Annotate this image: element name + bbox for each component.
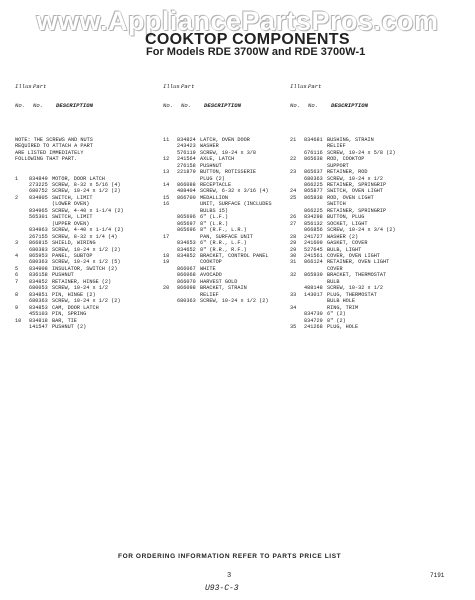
handwritten-code: U93-C-3 <box>205 584 239 593</box>
illus-number: 28 <box>290 233 297 240</box>
part-description: SCREW, 8-32 x 1/4 (4) <box>52 233 118 240</box>
part-description: SCREW, 10-24 x 3/4 (2) <box>327 227 396 234</box>
part-description: BULBS 15) <box>200 207 229 214</box>
part-number: 866067 <box>177 265 196 272</box>
part-number: 834908 <box>29 265 48 272</box>
part-no-label: No. <box>308 102 319 110</box>
illus-number <box>15 324 29 330</box>
page-subtitle: For Models RDE 3700W and RDE 3700W-1 <box>146 46 366 58</box>
part-number: 834824 <box>177 136 196 143</box>
part-number: 866700 <box>177 194 196 201</box>
illus-number: 26 <box>290 214 297 221</box>
part-description: BRACKET, CONTROL PANEL <box>200 252 269 259</box>
part-number: 243423 <box>177 143 196 150</box>
part-number: 834652 <box>177 246 196 253</box>
part-description: PIN, SPRING <box>52 311 87 318</box>
part-number: 680363 <box>304 175 323 182</box>
part-description: UNIT, SURFACE (INCLUDES <box>200 201 272 208</box>
parts-list-2 <box>163 137 298 305</box>
part-number: 680363 <box>29 259 48 266</box>
part-number: 856132 <box>304 220 323 227</box>
parts-list-3 <box>290 137 430 331</box>
part-number: 241564 <box>177 156 196 163</box>
part-description: WHITE <box>200 265 216 272</box>
illus-number: 32 <box>290 272 297 279</box>
illus-number: 3 <box>15 240 19 247</box>
part-no-label: No. <box>33 102 44 110</box>
part-description: BAR, TIE <box>52 317 77 324</box>
part-label: Part <box>308 82 322 90</box>
part-description: ROD, COOKTOP <box>327 156 365 163</box>
part-number: 834730 <box>304 311 323 318</box>
part-description: SOCKET, LIGHT <box>327 220 368 227</box>
part-number: 141547 <box>29 323 48 330</box>
part-label: Part <box>33 82 47 90</box>
part-number: 267155 <box>29 233 48 240</box>
description-label: DESCRIPTION <box>331 102 368 110</box>
description-label: DESCRIPTION <box>204 102 241 110</box>
illus-number: 10 <box>15 317 22 324</box>
page-number: 3 <box>227 572 232 580</box>
part-description: COVER <box>327 265 343 272</box>
part-number: 866070 <box>177 278 196 285</box>
illus-label: Illus. <box>290 82 311 90</box>
part-number: 866225 <box>304 207 323 214</box>
part-number: 865953 <box>29 252 48 259</box>
illus-number: 22 <box>290 156 297 163</box>
part-description: 8" (R.R., R.F.) <box>200 246 247 253</box>
illus-number: 14 <box>163 181 170 188</box>
part-description: BUTTON, ROTISSERIE <box>200 169 257 176</box>
part-number: 565301 <box>29 214 48 221</box>
part-number: 488148 <box>304 285 323 292</box>
part-number: 834852 <box>29 278 48 285</box>
part-description: SCREW, 10-24 x 1/2 <box>327 175 384 182</box>
illus-number: 17 <box>163 233 170 240</box>
part-description: 6" (L.F.) <box>200 214 229 221</box>
part-description: SWITCH, LIMIT <box>52 214 93 221</box>
part-number: 834852 <box>177 252 196 259</box>
parts-column-2 <box>163 58 298 311</box>
part-description: RELIEF <box>200 291 219 298</box>
part-description: AXLE, LATCH <box>200 156 235 163</box>
part-description: GASKET, COVER <box>327 240 368 247</box>
part-description: BULB HOLE <box>327 298 356 305</box>
part-description: WASHER <box>200 143 219 150</box>
part-description: PLUG, HOLE <box>327 323 359 330</box>
part-description: SCREW, 10-24 x 1/2 <box>52 285 109 292</box>
part-description: SCREW, 10-24 x 1/2 (2) <box>52 246 121 253</box>
illus-number: 24 <box>290 188 297 195</box>
part-description: BRACKET, STRAIN <box>200 285 247 292</box>
part-description: BUSHING, STRAIN <box>327 136 374 143</box>
part-description: SCREW, 4-40 x 1-1/4 (2) <box>52 207 124 214</box>
part-number: 866124 <box>304 259 323 266</box>
illus-number: 29 <box>290 240 297 247</box>
illus-number: 34 <box>290 304 297 311</box>
illus-number: 23 <box>290 169 297 176</box>
part-description: PUSHNUT (2) <box>52 323 87 330</box>
part-description: BUTTON, PLUG <box>327 214 365 221</box>
part-number: 834818 <box>29 317 48 324</box>
illus-number: 20 <box>163 285 170 292</box>
illus-number: 5 <box>15 265 19 272</box>
part-number: 834298 <box>304 214 323 221</box>
part-description: 6" (R.R., L.F.) <box>200 240 247 247</box>
part-description: BRACKET, THERMOSTAT <box>327 272 387 279</box>
watermark: www.AppliancePartsPros.com <box>36 6 439 36</box>
part-description: WASHER (2) <box>327 233 359 240</box>
illus-number: 16 <box>163 201 170 208</box>
part-description: 8" (R.F., L.R.) <box>200 227 247 234</box>
part-number: 455103 <box>29 311 48 318</box>
part-description: PAN, SURFACE UNIT <box>200 233 253 240</box>
parts-column-3 <box>290 58 430 337</box>
part-number: 527645 <box>304 246 323 253</box>
part-description: SWITCH, LIMIT <box>52 194 93 201</box>
part-description: RETAINER, ROD <box>327 169 368 176</box>
part-number: 865939 <box>304 272 323 279</box>
illus-no-label: No. <box>163 102 174 110</box>
column-header <box>290 71 430 123</box>
illus-number: 11 <box>163 136 170 143</box>
part-description: ROD, OVEN LIGHT <box>327 194 374 201</box>
illus-no-label: No. <box>290 102 301 110</box>
part-number: 680383 <box>29 246 48 253</box>
part-row <box>163 298 298 304</box>
part-description: SCREW, 6-32 x 3/16 (4) <box>200 188 269 195</box>
part-number: 834849 <box>29 175 48 182</box>
part-description: RELIEF <box>327 143 346 150</box>
part-number: 276158 <box>177 162 196 169</box>
illus-label: Illus. <box>163 82 184 90</box>
part-no-label: No. <box>181 102 192 110</box>
part-number: 866088 <box>177 181 196 188</box>
part-description: RING, TRIM <box>327 304 359 311</box>
part-number: 241268 <box>304 323 323 330</box>
part-description: SCREW, 10-32 x 1/2 <box>327 285 384 292</box>
illus-number: 19 <box>163 259 170 266</box>
illus-label: Illus. <box>15 82 36 90</box>
part-number: 865877 <box>304 188 323 195</box>
part-description: RETAINER, SPRINGRIP <box>327 181 387 188</box>
part-description: BULB <box>327 278 340 285</box>
part-row <box>290 324 430 330</box>
illus-number: 4 <box>15 252 19 259</box>
part-description: RETAINER, HINGE (2) <box>52 278 112 285</box>
part-number: 865696 <box>177 227 196 234</box>
part-number: 866225 <box>304 181 323 188</box>
part-number: 241609 <box>304 240 323 247</box>
illus-number: 31 <box>290 259 297 266</box>
part-number: 865638 <box>304 156 323 163</box>
illus-number: 7 <box>15 278 19 285</box>
part-description: MOTOR, DOOR LATCH <box>52 175 105 182</box>
part-description: AVOCADO <box>200 272 222 279</box>
part-number: 865838 <box>304 194 323 201</box>
part-description: 8" (2) <box>327 317 346 324</box>
part-description: RECEPTACLE <box>200 181 232 188</box>
part-description: SWITCH <box>327 201 346 208</box>
part-description: SCREW, 10-24 x 3/8 <box>200 149 257 156</box>
part-description: BULB, LIGHT <box>327 246 362 253</box>
parts-column-1 <box>15 58 141 337</box>
illus-number: 18 <box>163 252 170 259</box>
part-description: PLUG, THERMOSTAT <box>327 291 377 298</box>
part-number: 865697 <box>177 220 196 227</box>
part-description: 8" (L.R.) <box>200 220 229 227</box>
part-number: 273225 <box>29 181 48 188</box>
part-number: 834653 <box>177 240 196 247</box>
part-description: SUPPORT <box>327 162 349 169</box>
part-description: SCREW, 10-24 x 5/8 (2) <box>327 149 396 156</box>
part-number: 221879 <box>177 169 196 176</box>
part-number: 676116 <box>304 149 323 156</box>
part-number: 241727 <box>304 233 323 240</box>
column-header <box>163 71 298 123</box>
part-number: 680363 <box>29 298 48 305</box>
part-number: 576119 <box>177 149 196 156</box>
part-description: RETAINER, OVEN LIGHT <box>327 259 390 266</box>
part-description: SCREW, 10-24 x 1/2 (2) <box>52 298 121 305</box>
part-description: PUSHNUT <box>52 272 74 279</box>
part-description: PLUG (2) <box>200 175 225 182</box>
part-description: SCREW, 8-32 x 5/16 (4) <box>52 181 121 188</box>
illus-number: 35 <box>290 323 297 330</box>
ordering-footer: FOR ORDERING INFORMATION REFER TO PARTS PRICE LIST <box>118 553 342 560</box>
part-description: COVER, OVEN LIGHT <box>327 252 380 259</box>
illus-number: 6 <box>15 272 19 279</box>
part-number: 680363 <box>177 298 196 305</box>
part-number: 834963 <box>29 227 48 234</box>
illus-number: 12 <box>163 156 170 163</box>
part-number: 834681 <box>304 136 323 143</box>
part-description: 6" (2) <box>327 311 346 318</box>
illus-number: 13 <box>163 169 170 176</box>
part-description: SHIELD, WIRING <box>52 240 96 247</box>
illus-number: 21 <box>290 136 297 143</box>
illus-number: 33 <box>290 291 297 298</box>
illus-number: 9 <box>15 304 19 311</box>
part-number: 866068 <box>177 272 196 279</box>
parts-list-1 <box>15 176 141 331</box>
column-header <box>15 71 141 123</box>
part-number: 834965 <box>29 207 48 214</box>
part-number: 834853 <box>29 304 48 311</box>
part-description: CAM, DOOR LATCH <box>52 304 99 311</box>
part-number: 834851 <box>29 291 48 298</box>
part-number: 866098 <box>177 285 196 292</box>
illus-no-label: No. <box>15 102 26 110</box>
part-number: 680053 <box>29 285 48 292</box>
part-description: COOKTOP <box>200 259 222 266</box>
part-description: MEDALLION <box>200 194 229 201</box>
illus-number <box>163 298 177 304</box>
part-number: 488404 <box>177 188 196 195</box>
illus-number: 30 <box>290 252 297 259</box>
illus-number: 25 <box>290 194 297 201</box>
part-description: PANEL, SUBTOP <box>52 252 93 259</box>
part-number: 865637 <box>304 169 323 176</box>
part-number: 143017 <box>304 291 323 298</box>
screw-note: NOTE: THE SCREWS AND NUTS REQUIRED TO ATTACH A PART ARE LISTED IMMEDIATELY FOLLOWING THAT PART. <box>15 136 93 163</box>
part-description: SWITCH, OVEN LIGHT <box>327 188 384 195</box>
illus-number: 2 <box>15 194 19 201</box>
part-description: SCREW, 10-24 x 1/2 (5) <box>52 259 121 266</box>
part-description: SCREW, 10-24 x 1/2 (2) <box>200 298 269 305</box>
part-number: 241561 <box>304 252 323 259</box>
part-number: 836158 <box>29 272 48 279</box>
part-number: 680752 <box>29 188 48 195</box>
part-number: 834905 <box>29 194 48 201</box>
part-number: 865696 <box>177 214 196 221</box>
illus-number: 15 <box>163 194 170 201</box>
part-description: LATCH, OVEN DOOR <box>200 136 250 143</box>
part-description: PUSHNUT <box>200 162 222 169</box>
illus-number: 27 <box>290 220 297 227</box>
part-number: 834729 <box>304 317 323 324</box>
illus-number: 1 <box>15 175 19 182</box>
page-title: COOKTOP COMPONENTS <box>145 31 350 48</box>
part-description: HARVEST GOLD <box>200 278 238 285</box>
part-number: 866815 <box>29 240 48 247</box>
part-description: SCREW, 10-24 x 1/2 (2) <box>52 188 121 195</box>
description-label: DESCRIPTION <box>56 102 93 110</box>
part-number: 866856 <box>304 227 323 234</box>
part-description: (LOWER OVEN) <box>52 201 90 208</box>
illus-number: 29 <box>290 246 297 253</box>
illus-number: 8 <box>15 291 19 298</box>
part-label: Part <box>181 82 195 90</box>
part-row <box>15 324 141 330</box>
page-code: 7191 <box>430 572 445 579</box>
part-description: PIN, HINGE (2) <box>52 291 96 298</box>
part-description: (UPPER OVEN) <box>52 220 90 227</box>
part-description: SCREW, 4-40 x 1-1/4 (2) <box>52 227 124 234</box>
part-description: RETAINER, SPRINGRIP <box>327 207 387 214</box>
part-description: INSULATOR, SWITCH (2) <box>52 265 118 272</box>
